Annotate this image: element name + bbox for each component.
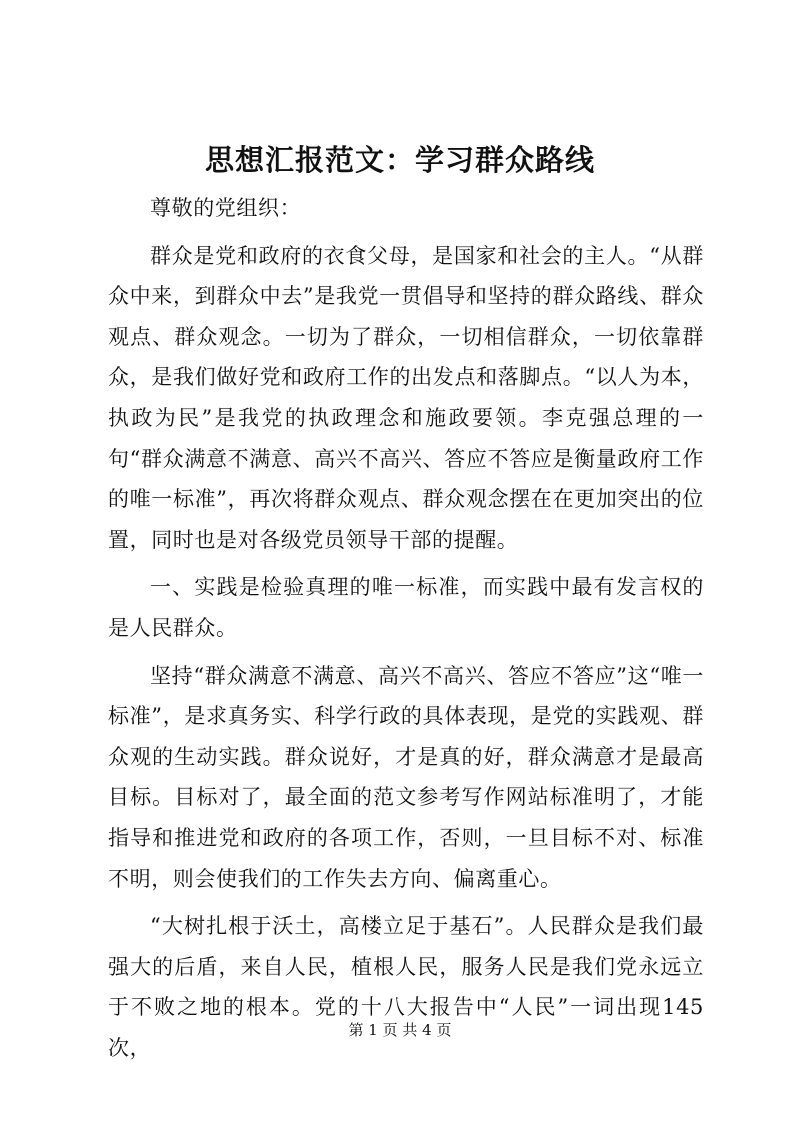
salutation: 尊敬的党组织： [150,196,302,220]
paragraph-people: “大树扎根于沃土，高楼立足于基石”。人民群众是我们最强大的后盾，来自人民，植根人民，服务人民是我们党永远立于不败之地的根本。党的十八大报告中“人民”一词出现145次， [108,914,704,1060]
paragraph-intro: 群众是党和政府的衣食父母，是国家和社会的主人。“从群众中来，到群众中去”是我党一贯倡导和坚持的群众路线、群众观点、群众观念。一切为了群众，一切相信群众，一切依靠群众，是我们做好党和政府工作的出发点和落脚点。“以人为本，执政为民”是我党的执政理念和施政要领。李克强总理的一句“群众满意不满意、高兴不高兴、答应不答应是衡量政府工作的唯一标准”，再次将群众观点、群众观念摆在在更加突出的位置，同时也是对各级党员领导干部的提醒。 [108,243,704,552]
paragraph-standard: 坚持“群众满意不满意、高兴不高兴、答应不答应”这“唯一标准”，是求真务实、科学行政的具体表现，是党的实践观、群众观的生动实践。群众说好，才是真的好，群众满意才是最高目标。目标对了，最全面的范文参考写作网站标准明了，才能指导和推进党和政府的各项工作，否则，一旦目标不对、标准不明，则会使我们的工作失去方向、偏离重心。 [108,663,704,891]
page-footer: 第 1 页 共 4 页 [348,1021,452,1039]
document-title: 思想汇报范文：学习群众路线 [204,143,595,177]
section-heading-1: 一、实践是检验真理的唯一标准，而实践中最有发言权的是人民群众。 [108,575,704,640]
document-body [108,188,704,1075]
